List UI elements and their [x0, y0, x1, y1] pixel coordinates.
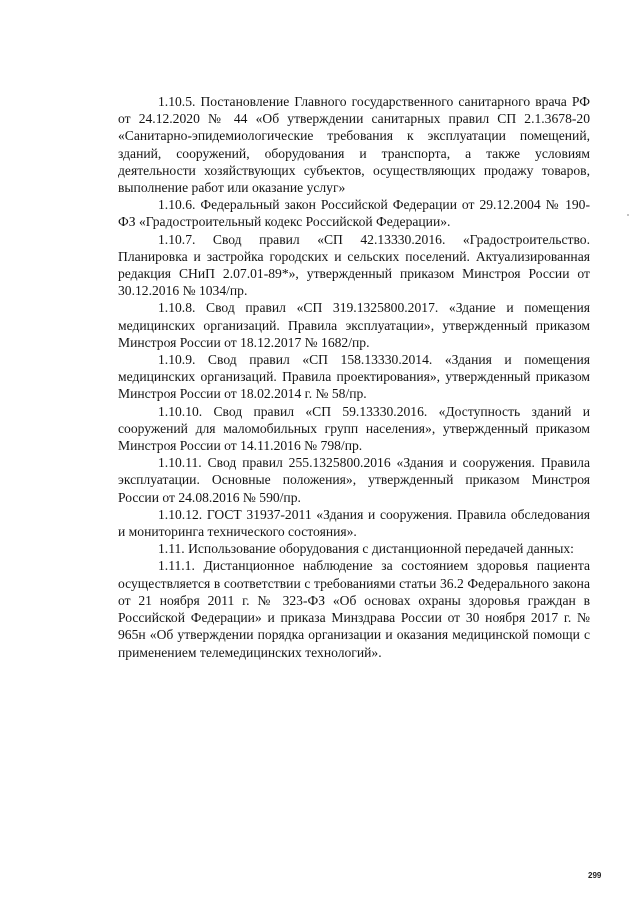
paragraph-1-11-1: 1.11.1. Дистанционное наблюдение за состоянием здоровья пациента осуществляется в соответствии с требованиями статьи 36.2 Федерального закона от 21 ноября 2011 г. № 323-ФЗ «Об основах охраны здоровья граждан в Российской Федерации» и приказа Минздрава России от 30 ноября 2017 г. № 965н «Об утверждении порядка организации и оказания медицинской помощи с применением телемедицинских технологий». [118, 558, 590, 660]
paragraph-1-10-5: 1.10.5. Постановление Главного государственного санитарного врача РФ от 24.12.2020 № 44 «Об утверждении санитарных правил СП 2.1.3678-20 «Санитарно-эпидемиологические требования к эксплуатации помещений, зданий, сооружений, оборудования и транспорта, а также условиям деятельности хозяйствующих субъектов, осуществляющих продажу товаров, выполнение работ или оказание услуг» [118, 94, 590, 196]
scan-speck [627, 214, 629, 216]
paragraph-1-10-10: 1.10.10. Свод правил «СП 59.13330.2016. «Доступность зданий и сооружений для маломобильных групп населения», утвержденный приказом Минстроя России от 14.11.2016 № 798/пр. [118, 403, 590, 454]
paragraph-1-10-11: 1.10.11. Свод правил 255.1325800.2016 «Здания и сооружения. Правила эксплуатации. Основные положения», утвержденный приказом Минстроя России от 24.08.2016 № 590/пр. [118, 455, 590, 505]
page-number: 299 [588, 871, 602, 880]
paragraph-1-10-6: 1.10.6. Федеральный закон Российской Федерации от 29.12.2004 № 190-ФЗ «Градостроительный кодекс Российской Федерации». [118, 197, 590, 230]
paragraph-1-10-9: 1.10.9. Свод правил «СП 158.13330.2014. «Здания и помещения медицинских организаций. Правила проектирования», утвержденный приказом Минстроя России от 18.02.2014 г. № 58/пр. [118, 352, 590, 402]
paragraph-1-10-12: 1.10.12. ГОСТ 31937-2011 «Здания и сооружения. Правила обследования и мониторинга технического состояния». [118, 506, 590, 540]
paragraph-1-10-7: 1.10.7. Свод правил «СП 42.13330.2016. «Градостроительство. Планировка и застройка городских и сельских поселений. Актуализированная редакция СНиП 2.07.01-89*», утвержденный приказом Минстроя России от 30.12.2016 № 1034/пр. [118, 231, 590, 299]
paragraph-1-10-8: 1.10.8. Свод правил «СП 319.1325800.2017. «Здание и помещения медицинских организаций. Правила эксплуатации», утвержденный приказом Минстроя России от 18.12.2017 № 1682/пр. [118, 300, 590, 350]
document-body [118, 93, 590, 661]
paragraph-1-11: 1.11. Использование оборудования с дистанционной передачей данных: [158, 541, 574, 557]
